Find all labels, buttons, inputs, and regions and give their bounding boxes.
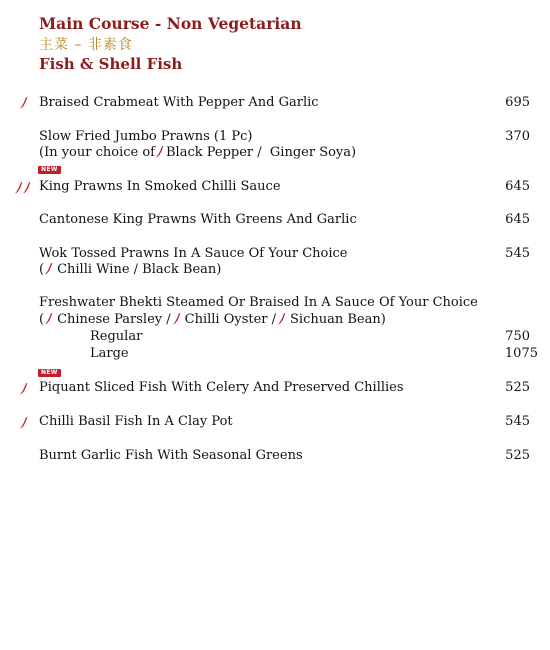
menu-item-price: 695 <box>505 95 530 110</box>
chilli-icon <box>20 417 28 429</box>
menu-item-price: 645 <box>505 212 530 227</box>
size-price: 750 <box>505 329 530 344</box>
options-prefix: ( <box>39 312 45 327</box>
menu-item-name: Cantonese King Prawns With Greens And Garlic <box>39 212 357 227</box>
chilli-icon <box>23 182 31 194</box>
menu-item-price: 545 <box>505 414 530 429</box>
chilli-icon <box>20 383 28 395</box>
menu-item-name: Freshwater Bhekti Steamed Or Braised In A Sauce Of Your Choice <box>39 295 478 310</box>
chilli-icon <box>45 313 53 325</box>
option-label: Chilli Oyster / <box>184 312 277 327</box>
option-label: Black Pepper / <box>165 145 262 160</box>
chilli-icon <box>278 313 286 325</box>
menu-item-name: King Prawns In Smoked Chilli Sauce <box>39 179 281 194</box>
menu-item-options <box>39 311 386 328</box>
spice-level <box>20 412 28 426</box>
menu-item-options <box>39 144 356 161</box>
chilli-icon <box>173 313 181 325</box>
menu-item-options <box>39 261 221 278</box>
chilli-icon <box>156 146 164 158</box>
menu-item-name: Slow Fried Jumbo Prawns (1 Pc) <box>39 129 253 144</box>
menu-item-name: Chilli Basil Fish In A Clay Pot <box>39 414 233 429</box>
options-prefix: (In your choice of <box>39 145 155 160</box>
spice-level <box>20 378 28 392</box>
size-label: Large <box>90 346 129 361</box>
section-title: Fish & Shell Fish <box>39 55 183 73</box>
option-label: Chilli Wine / Black Bean) <box>57 262 222 277</box>
new-badge: NEW <box>38 369 61 377</box>
menu-item-price: 645 <box>505 179 530 194</box>
option-label: Sichuan Bean) <box>290 312 386 327</box>
page-title-chinese: 主菜 – 非素食 <box>39 37 133 53</box>
menu-item-price: 545 <box>505 246 530 261</box>
spice-level <box>15 177 31 191</box>
menu-item-name: Braised Crabmeat With Pepper And Garlic <box>39 95 319 110</box>
menu-item-name: Burnt Garlic Fish With Seasonal Greens <box>39 448 303 463</box>
option-label: Chinese Parsley / <box>57 312 171 327</box>
option-label: Ginger Soya) <box>269 145 357 160</box>
menu-item-price: 525 <box>505 448 530 463</box>
size-label: Regular <box>90 329 143 344</box>
spice-level <box>20 92 28 106</box>
menu-item-name: Wok Tossed Prawns In A Sauce Of Your Choice <box>39 246 348 261</box>
new-badge: NEW <box>38 166 61 174</box>
options-prefix: ( <box>39 262 45 277</box>
chilli-icon <box>20 97 28 109</box>
page-title: Main Course - Non Vegetarian <box>39 14 302 33</box>
chilli-icon <box>45 263 53 275</box>
chilli-icon <box>15 182 23 194</box>
size-price: 1075 <box>504 346 538 361</box>
menu-item-name: Piquant Sliced Fish With Celery And Preserved Chillies <box>39 380 404 395</box>
menu-item-price: 370 <box>505 129 530 144</box>
menu-item-price: 525 <box>505 380 530 395</box>
